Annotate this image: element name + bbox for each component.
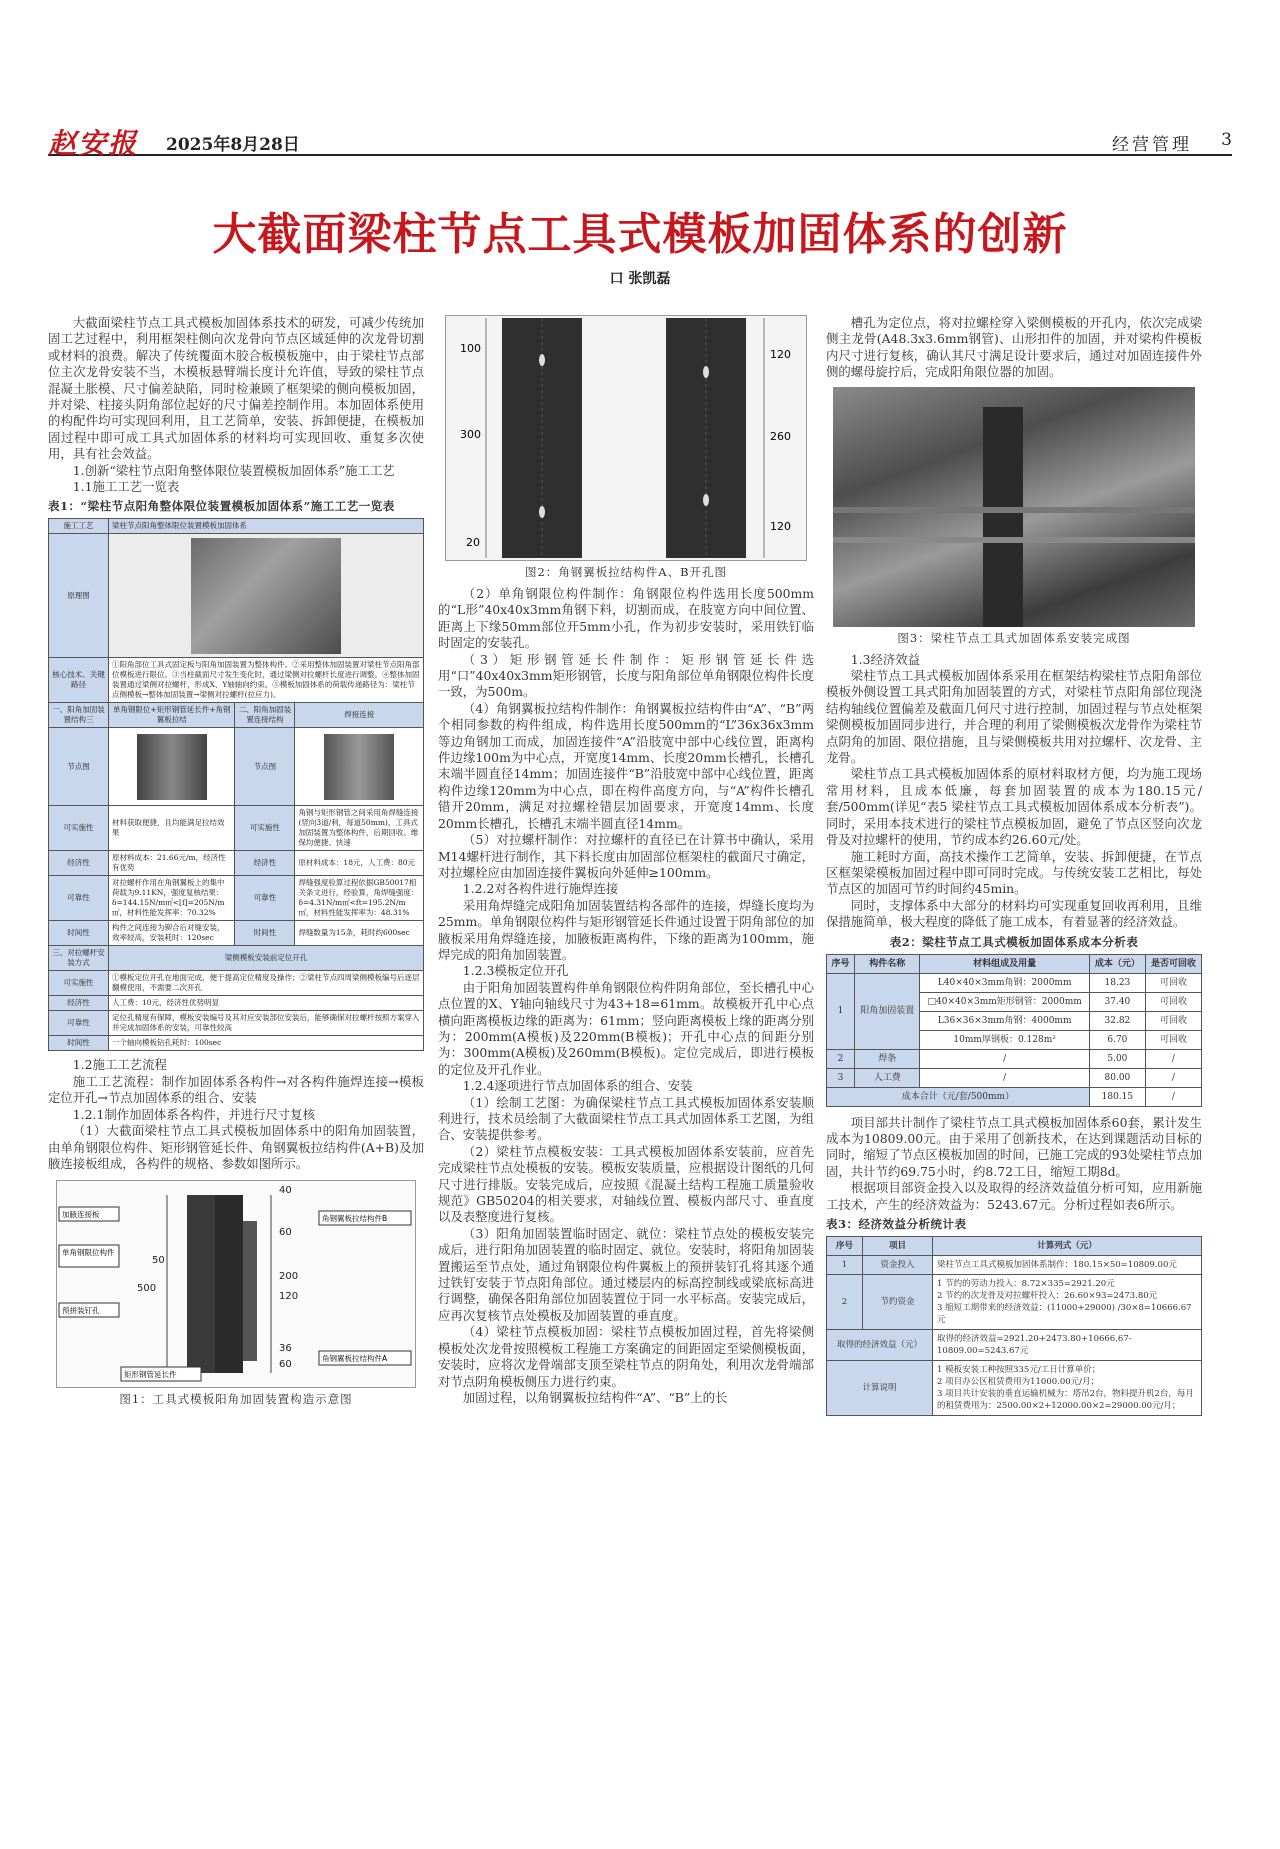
table-cell: 时间性 xyxy=(49,1036,109,1051)
figure-label: 36 xyxy=(279,1343,292,1355)
figure-2-drawing xyxy=(446,316,806,560)
table3-caption: 表3：经济效益分析统计表 xyxy=(826,1216,967,1231)
body-paragraph: （3）阳角加固装置临时固定、就位：梁柱节点处的模板安装完成后，进行阳角加固装置的临时固定、就位。安装时，将阳角加固装置搬运至节点处，通过角钢限位构件翼板上的预拼装钉孔将其逐个通过铁钉安装于节点阳角部位。通过楼层内的标高控制线或梁底标高进行调整，确保各阳角部位加固装置位于同一水平标高。安装完成后，应再次复核节点处模板及加固装置的垂直度。 xyxy=(438,1225,814,1323)
table-cell: 5.00 xyxy=(1089,1049,1145,1068)
figure-label: 40 xyxy=(279,1185,292,1197)
table-cell: 1 xyxy=(827,1255,863,1274)
body-paragraph: （2）单角钢限位构件制作：角钢限位构件选用长度500mm的“L形”40x40x3mm角钢下料，切割而成，在肢宽方向中间位置、距离上下缘50mm部位开5mm小孔，作为初步安装时，采用铁钉临时固定的安装孔。 xyxy=(438,586,814,651)
figure-label: 单角钢限位构件 xyxy=(62,1248,115,1258)
table-cell: 可靠性 xyxy=(235,876,295,921)
section-name: 经营管理 xyxy=(1112,135,1192,155)
table-cell: 3 xyxy=(827,1068,855,1087)
table-cell: 焊接连接 xyxy=(295,703,424,728)
figure-1-drawing xyxy=(57,1181,415,1387)
table-cell: 可实施性 xyxy=(235,806,295,851)
table-cell: 时间性 xyxy=(49,921,109,946)
table-cell: 经济性 xyxy=(49,996,109,1011)
body-paragraph: 同时，支撑体系中大部分的材料均可实现重复回收再利用，且维保措施简单，极大程度的降低了施工成本，有着显著的经济效益。 xyxy=(826,897,1202,930)
body-paragraph: （3）矩形钢管延长件制作：矩形钢管延长件选用“口”40x40x3mm矩形钢管，长度与阳角部位单角钢限位构件长度一致，为500m。 xyxy=(438,651,814,700)
figure-2 xyxy=(445,315,807,561)
section-heading: 1.创新“梁柱节点阳角整体限位装置模板加固体系”施工工艺 xyxy=(72,462,395,478)
table-cell: 2 xyxy=(827,1049,855,1068)
figure-label: 500 xyxy=(137,1283,157,1295)
intro-paragraph: 大截面梁柱节点工具式模板加固体系技术的研发，可减少传统加固工艺过程中，利用框架柱侧向次龙骨向节点区域延伸的次龙骨切割或材料的浪费。解决了传统覆面木胶合板模板施中，由于梁柱节点部位主次龙骨安装不当，木模板悬臂端长度计允许值，导致的梁柱节点混凝土胀模、尺寸偏差缺陷，同时检兼顾了框架梁的侧向模板加固，并对梁、柱接头阴角部位起好的尺寸偏差控制作用。本加固体系使用的构配件均可实现回利用，且工艺简单，安装、拆卸便捷，在模板加固过程中即可成工具式加固体系的材料均可实现回收、重复多次使用，具有社会效益。 xyxy=(48,315,424,462)
flow-paragraph: 施工工艺流程：制作加固体系各构件→对各构件施焊连接→模板定位开孔→节点加固体系的组合、安装 xyxy=(48,1073,424,1106)
table-cell xyxy=(933,1360,1202,1415)
table-header: 材料组成及用量 xyxy=(920,954,1089,973)
table-header: 计算列式（元） xyxy=(933,1236,1202,1255)
table-cell: 梁柱节点阳角整体限位装置模板加固体系 xyxy=(109,519,424,534)
table-cell: 180.15 xyxy=(1089,1087,1145,1106)
figure-1-caption: 图1：工具式模板阳角加固装置构造示意图 xyxy=(119,1392,353,1407)
table-cell: 原理图 xyxy=(49,534,109,658)
subsection-heading: 1.2.1制作加固体系各构件，并进行尺寸复核 xyxy=(72,1106,315,1122)
subsection-heading: 1.3经济效益 xyxy=(850,651,921,667)
table-cell xyxy=(933,1274,1202,1329)
table-cell: 单角钢限位+矩形钢管延长件+角钢翼板拉结 xyxy=(109,703,235,728)
table-cell: / xyxy=(920,1068,1089,1087)
subsection-heading: 1.2施工工艺流程 xyxy=(72,1057,167,1073)
table-cell: 经济性 xyxy=(235,851,295,876)
issue-date: 2025年8月28日 xyxy=(166,135,300,155)
table-cell: 时间性 xyxy=(235,921,295,946)
table-cell: 计算说明 xyxy=(827,1360,933,1415)
body-paragraph: 由于阳角加固装置构件单角钢限位构件阴角部位，至长槽孔中心点位置的X、Y轴向轴线尺寸为43+18=61mm。故模板开孔中心点横向距离模板边缘的距离为：61mm；竖向距离模板上缘的距离分别为：200mm(A模板)及220mm(B模板)；开孔中心点的间距分别为：300mm(A模板)及260mm(B模板)。定位完成后，即进行模板的定位及开孔作业。 xyxy=(438,979,814,1077)
table-cell: 1 xyxy=(827,973,855,1049)
table-cell: / xyxy=(1145,1087,1201,1106)
table-cell: 对拉螺杆作用在角钢翼板上的集中荷载为9.11KN，强度复核结果：δ=144.15N/m㎡<[f]=205N/m㎡，材料性能发挥率：70.32% xyxy=(109,876,235,921)
table-cell: 原材料成本：21.66元/m，经济性有优势 xyxy=(109,851,235,876)
table-cell: / xyxy=(1145,1068,1201,1087)
table-cell: 一个轴向模板钻孔耗时：100sec xyxy=(109,1036,424,1051)
table-cell: 32.82 xyxy=(1089,1011,1145,1030)
table-cell: 可回收 xyxy=(1145,1030,1201,1049)
column-1 xyxy=(48,315,424,1413)
table-cell: 构件之间连接为铆合后对缝安装，效率较高，安装耗时：120sec xyxy=(109,921,235,946)
figure-label: 20 xyxy=(466,536,480,549)
table-cell: 成本合计（元/套/500mm） xyxy=(827,1087,1090,1106)
table-cell: 节点图 xyxy=(235,728,295,806)
table-cell: 三、对拉螺杆安装方式 xyxy=(49,946,109,971)
table-cell: 二、阳角加固装置连接结构 xyxy=(235,703,295,728)
table-cell: 经济性 xyxy=(49,851,109,876)
body-paragraph: （4）角钢翼板拉结构件制作：角钢翼板拉结构件由“A”、“B”两个相同参数的构件组成，构件选用长度500mm的“L”36x36x3mm等边角钢加工而成，加固连接件“A”沿肢宽中部中心线位置，距离构件边缘100m为中心点，开宽度14mm、长度20mm长槽孔，长槽孔末端半圆直径14mm；加固连接件“B”沿肢宽中部中心线位置，距离构件边缘120mm为中心点，即在构件高度方向，与“A”构件长槽孔错开20mm，满足对拉螺栓错层加固要求，开宽度14mm、长度20mm长槽孔，长槽孔末端半圆直径14mm。 xyxy=(438,700,814,831)
figure-label: 300 xyxy=(460,428,481,441)
figure-label: 预拼装钉孔 xyxy=(62,1306,100,1316)
table-cell: 可靠性 xyxy=(49,876,109,921)
table-cell: 梁柱节点工具式模板加固体系制作：180.15×50=10809.00元 xyxy=(933,1255,1202,1274)
subsection-heading: 1.2.3模板定位开孔 xyxy=(462,963,569,979)
table-cell: 梁侧模板安装前定位开孔 xyxy=(109,946,424,971)
subsection-heading: 1.2.2对各构件进行施焊连接 xyxy=(462,881,619,897)
body-paragraph: （5）对拉螺杆制作：对拉螺杆的直径已在计算书中确认，采用M14螺杆进行制作，其下料长度由加固部位框架柱的截面尺寸确定，对拉螺栓应由加固连接件翼板向外延伸≥100mm。 xyxy=(438,832,814,880)
figure-label: 120 xyxy=(770,348,791,361)
table-cell: L36×36×3mm角钢：4000mm xyxy=(920,1011,1089,1030)
table-cell: 可实施性 xyxy=(49,971,109,996)
table-header: 成本（元） xyxy=(1089,954,1145,973)
newspaper-name: 赵安报 xyxy=(48,127,139,160)
figure-1 xyxy=(56,1180,416,1388)
figure-label: 50 xyxy=(152,1255,165,1267)
table-cell: 80.00 xyxy=(1089,1068,1145,1087)
table-cell: / xyxy=(1145,1049,1201,1068)
cost-table xyxy=(826,954,1202,1107)
list-item: 3 项目共计安装的垂直运输机械为：塔吊2台，物料提升机2台，每月的租赁费用为：2500.00×2+12000.00×2=29000.00元/月； xyxy=(937,1388,1194,1411)
body-paragraph: （1）绘制工艺图：为确保梁柱节点工具式模板加固体系安装顺利进行，技术员绘制了大截面梁柱节点工具式加固体系工艺图，为组合、安装提供参考。 xyxy=(438,1094,814,1143)
table-cell: 18.23 xyxy=(1089,973,1145,992)
body-paragraph: （2）梁柱节点模板安装：工具式模板加固体系安装前，应首先完成梁柱节点处模板的安装。模板安装质量，应根据设计图纸的几何尺寸进行排版。安装完成后，应按照《混凝土结构工程施工质量验收规范》GB50204的相关要求，对轴线位置、模板内部尺寸、垂直度以及表整度进行复核。 xyxy=(438,1143,814,1225)
list-item: 1 节约的劳动力投入：8.72×335=2921.20元 xyxy=(937,1278,1115,1289)
figure-label: 矩形钢管延长件 xyxy=(124,1370,177,1380)
table-cell: 人工费：10元，经济性优势明显 xyxy=(109,996,424,1011)
table-cell: 一、阳角加固装置结构三 xyxy=(49,703,109,728)
table-cell: 焊缝强度验算过程依据GB50017相关条文进行，经验算，角焊缝强度：δ=4.31N/m㎡<ft=195.2N/m㎡，材料性能发挥率为：48.31% xyxy=(295,876,424,921)
article-title: 大截面梁柱节点工具式模板加固体系的创新 xyxy=(212,209,1068,260)
table-cell: 阳角加固装置 xyxy=(855,973,920,1049)
benefit-table xyxy=(826,1236,1202,1416)
table-cell: 施工工艺 xyxy=(49,519,109,534)
table-header: 序号 xyxy=(827,1236,863,1255)
table-cell: 取得的经济效益=2921.20+2473.80+10666.67-10809.00=5243.67元 xyxy=(933,1329,1202,1360)
figure-label: 100 xyxy=(460,342,481,355)
table-cell: 可回收 xyxy=(1145,973,1201,992)
figure-label: 200 xyxy=(279,1271,299,1283)
list-item: 1 模板安装工种按照335元/工日计算单价； xyxy=(937,1364,1101,1375)
table-cell: 6.70 xyxy=(1089,1030,1145,1049)
list-item: 2 项目办公区租赁费用为11000.00元/月； xyxy=(937,1376,1100,1387)
list-item: 2 节约的次龙骨及对拉螺杆投入：26.60×93=2473.80元 xyxy=(937,1290,1158,1301)
process-table xyxy=(48,518,424,1051)
subsection-heading: 1.2.4逐项进行节点加固体系的组合、安装 xyxy=(462,1078,693,1094)
principle-image xyxy=(109,534,424,658)
table-cell: 可回收 xyxy=(1145,1011,1201,1030)
body-paragraph: 根据项目部资金投入以及取得的经济效益值分析可知，应用新施工技术，产生的经济效益为：5243.67元。分析过程如表6所示。 xyxy=(826,1180,1202,1212)
table-cell: 37.40 xyxy=(1089,992,1145,1011)
table-cell: 取得的经济效益（元） xyxy=(827,1329,933,1360)
table-cell: □40×40×3mm矩形钢管：2000mm xyxy=(920,992,1089,1011)
table-cell: 可靠性 xyxy=(49,1011,109,1036)
table-cell: / xyxy=(920,1049,1089,1068)
figure-label: 260 xyxy=(770,430,791,443)
table-cell: ①模板定位开孔在地面完成，便于提高定位精度及操作；②梁柱节点四周梁侧模板编号后逐层翻模使用，不需要二次开孔 xyxy=(109,971,424,996)
figure-2-caption: 图2：角钢翼板拉结构件A、B开孔图 xyxy=(524,565,728,579)
table-cell: 节点图 xyxy=(49,728,109,806)
table2-caption: 表2：梁柱节点工具式模板加固体系成本分析表 xyxy=(889,934,1139,949)
body-paragraph: （4）梁柱节点模板加固：梁柱节点模板加固过程，首先将梁侧模板处次龙骨按照模板工程施工方案确定的间距固定至梁侧模板面，安装时，应将次龙骨端部支顶至梁柱节点的阴角处，利用次龙骨端部对节点阴角模板侧压力进行约束。 xyxy=(438,1324,814,1389)
table-header: 项目 xyxy=(863,1236,933,1255)
figure-label: 120 xyxy=(279,1291,299,1303)
table-cell: 可回收 xyxy=(1145,992,1201,1011)
table-cell: 定位孔精度有保障，模板安装编号及其对应安装部位安装后，能够确保对拉螺杆按照方案穿入并完成加固体系的安装，可靠性较高 xyxy=(109,1011,424,1036)
table-header: 序号 xyxy=(827,954,855,973)
figure-label: 加腋连接板 xyxy=(62,1210,100,1220)
table-header: 构件名称 xyxy=(855,954,920,973)
body-paragraph: 加固过程，以角钢翼板拉结构件“A”、“B”上的长 xyxy=(462,1389,728,1405)
table-cell: L40×40×3mm角钢：2000mm xyxy=(920,973,1089,992)
article-author: 口 张凯磊 xyxy=(609,271,671,287)
node-image-2 xyxy=(295,728,424,806)
table-cell: 节约资金 xyxy=(863,1274,933,1329)
table-cell: 核心技术、关键路径 xyxy=(49,658,109,703)
figure-label: 60 xyxy=(279,1227,292,1239)
table-cell: 可实施性 xyxy=(49,806,109,851)
table-cell: ①阳角部位工具式固定板与阳角加固装置为整体构件。②采用整体加固装置对梁柱节点阳角部位模板进行限位。③当柱截面尺寸发生变化时，通过梁侧对拉螺杆长度进行调整。④整体加固装置通过梁侧对拉螺杆，形成X、Y轴轴向约束。⑤模板加固体系的荷载传递路径为：梁柱节点侧模板→整体加固装置→梁侧对拉螺杆(拉应力)。 xyxy=(109,658,424,703)
table-cell: 资金投入 xyxy=(863,1255,933,1274)
figure-label: 60 xyxy=(279,1359,292,1371)
body-paragraph: 槽孔为定位点，将对拉螺栓穿入梁侧模板的开孔内，依次完成梁侧主龙骨(A48.3x3.6mm钢管)、山形扣件的加固，并对梁构件模板内尺寸进行复核，确认其尺寸满足设计要求后，通过对加固连接件外侧的螺母旋拧后，完成阳角限位器的加固。 xyxy=(826,315,1202,380)
list-item: 3 缩短工期带来的经济效益：(11000+29000) /30×8=10666.67元 xyxy=(937,1302,1192,1325)
figure-label: 120 xyxy=(770,520,791,533)
node-image-1 xyxy=(109,728,235,806)
body-paragraph: 施工耗时方面，高技术操作工艺简单，安装、拆卸便捷，在节点区框架梁模板加固过程中即可同时完成。与传统安装工艺相比，每处节点区的加固可节约时间约45min。 xyxy=(826,848,1202,897)
figure-label: 角钢翼板拉结构件A xyxy=(322,1354,388,1364)
table-cell: 材料获取便捷，且均能满足拉结效果 xyxy=(109,806,235,851)
table-cell: 焊条 xyxy=(855,1049,920,1068)
body-paragraph: 项目部共计制作了梁柱节点工具式模板加固体系60套，累计发生成本为10809.00元。由于采用了创新技术，在达到课题活动目标的同时，缩短了节点区模板加固的时间，已施工完成的93处梁柱节点加固，共计节约69.75小时，约8.72工日，缩短工期8d。 xyxy=(826,1114,1202,1179)
table-header: 是否可回收 xyxy=(1145,954,1201,973)
figure-3-photo xyxy=(833,387,1195,627)
table-cell: 原材料成本：18元，人工费：80元 xyxy=(295,851,424,876)
body-paragraph: 采用角焊缝完成阳角加固装置结构各部件的连接，焊缝长度均为25mm。单角钢限位构件与矩形钢管延长件通过设置于阴角部位的加腋板采用角焊缝连接，加腋板距离构件，下缘的距离为100mm，施焊完成的阳角加固装置。 xyxy=(438,897,814,962)
table-cell: 焊缝数量为15条，耗时约600sec xyxy=(295,921,424,946)
body-paragraph: 梁柱节点工具式模板加固体系采用在框架结构梁柱节点阳角部位模板外侧设置工具式阳角加固装置的方式，对梁柱节点阳角部位现浇结构轴线位置偏差及截面几何尺寸进行控制，加固过程与节点处框架梁侧模板加固同步进行，并合理的利用了梁侧模板次龙骨作为梁柱节点阴角的加固、限位措施，且与梁侧模板共用对拉螺杆、次龙骨、主龙骨。 xyxy=(826,668,1202,766)
figure-label: 角钢翼板拉结构件B xyxy=(322,1214,388,1224)
table-cell: 角钢与矩形钢管之间采用角焊缝连接(竖向3道/利，每道50mm)，工具式加固装置为整体构件，后期回收、维保均便捷、快速 xyxy=(295,806,424,851)
column-2 xyxy=(438,315,814,1406)
column-3 xyxy=(826,315,1202,1416)
body-paragraph: 梁柱节点工具式模板加固体系的原材料取材方便，均为施工现场常用材料，且成本低廉，每套加固装置的成本为180.15元/套/500mm(详见“表5 梁柱节点工具式模板加固体系成本分析表”)。同时，采用本技术进行的梁柱节点模板加固，避免了节点区竖向次龙骨及对拉螺杆的使用，节约成本约26.60元/处。 xyxy=(826,766,1202,848)
figure-3-caption: 图3：梁柱节点工具式加固体系安装完成图 xyxy=(897,630,1131,645)
table-cell: 人工费 xyxy=(855,1068,920,1087)
subsection-heading: 1.1施工工艺一览表 xyxy=(72,479,180,495)
page-number: 3 xyxy=(1221,130,1232,150)
table1-caption: 表1：“梁柱节点阳角整体限位装置模板加固体系”施工工艺一览表 xyxy=(48,499,395,514)
body-paragraph: （1）大截面梁柱节点工具式模板加固体系中的阳角加固装置，由单角钢限位构件、矩形钢管延长件、角钢翼板拉结构件(A+B)及加腋连接板组成，各构件的规格、参数如图所示。 xyxy=(48,1123,424,1171)
table-cell: 2 xyxy=(827,1274,863,1329)
masthead xyxy=(48,122,1232,160)
table-cell: 10mm厚钢板：0.128m² xyxy=(920,1030,1089,1049)
